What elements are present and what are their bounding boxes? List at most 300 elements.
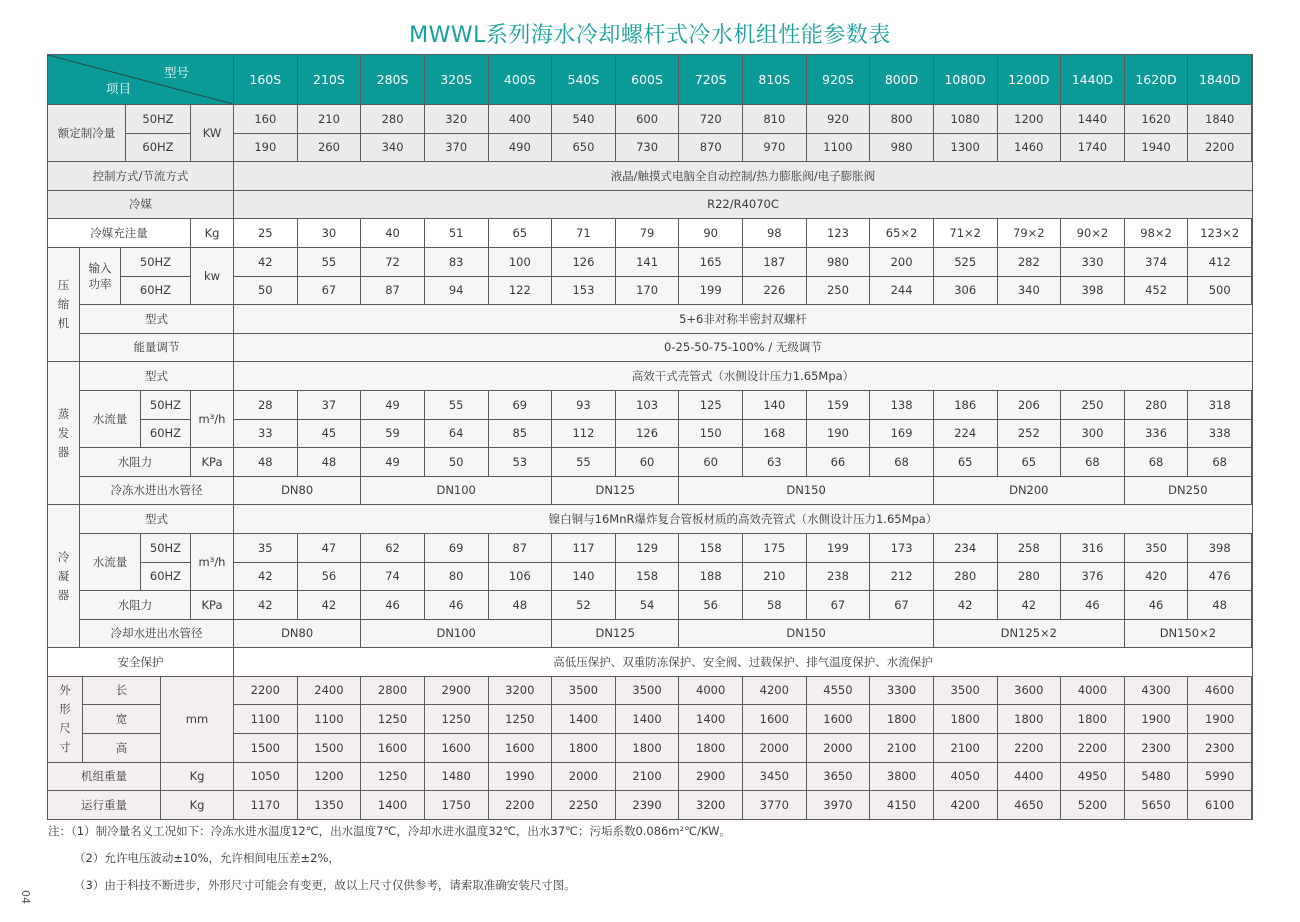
value-cell-text: 376 xyxy=(1081,569,1104,584)
value-cell-text: 0-25-50-75-100% / 无级调节 xyxy=(664,340,822,355)
value-cell-text: 280 xyxy=(954,569,977,584)
value-cell-text: 1990 xyxy=(505,769,535,784)
value-cell xyxy=(998,219,1061,247)
value-cell-text: 226 xyxy=(763,283,786,298)
value-cell xyxy=(552,448,615,476)
value-cell xyxy=(425,734,488,762)
value-cell xyxy=(234,277,297,305)
value-cell-text: 320 xyxy=(445,111,468,126)
unit-label-text: KPa xyxy=(201,454,223,469)
value-cell-text: 50 xyxy=(448,454,464,469)
value-cell-text: 238 xyxy=(826,569,849,584)
value-cell-text: 1200 xyxy=(1014,111,1044,126)
model-header-text: 210S xyxy=(313,71,345,87)
value-cell xyxy=(489,563,552,591)
value-cell-text: 42 xyxy=(257,597,273,612)
value-cell-text: 2100 xyxy=(632,769,662,784)
value-cell xyxy=(234,334,1252,362)
value-cell xyxy=(489,391,552,419)
row-label xyxy=(48,219,190,247)
value-cell xyxy=(743,391,806,419)
value-cell xyxy=(934,791,997,819)
value-cell-text: 3200 xyxy=(505,683,535,698)
row-label-text: 冷冻水进出水管径 xyxy=(110,483,203,498)
row-label-text: 冷却水进出水管径 xyxy=(110,626,203,641)
value-cell-text: 47 xyxy=(321,540,337,555)
row-label xyxy=(80,477,233,505)
value-cell xyxy=(234,505,1252,533)
value-cell-text: 500 xyxy=(1208,283,1231,298)
value-cell-text: 3500 xyxy=(950,683,980,698)
value-cell xyxy=(807,248,870,276)
value-cell xyxy=(234,448,297,476)
value-cell-text: 3970 xyxy=(823,797,853,812)
value-cell xyxy=(807,277,870,305)
pipe-size-cell-text: DN80 xyxy=(281,483,314,498)
value-cell-text: 60 xyxy=(703,454,718,469)
row-label-text: 60HZ xyxy=(139,283,172,298)
value-cell xyxy=(934,277,997,305)
value-cell-text: 2800 xyxy=(377,683,408,698)
value-cell-text: 3500 xyxy=(632,683,662,698)
value-cell-text: 1600 xyxy=(441,740,471,755)
value-cell xyxy=(234,763,297,791)
row-label-text: 宽 xyxy=(115,712,128,727)
group-label xyxy=(48,505,79,647)
value-cell xyxy=(489,248,552,276)
value-cell-text: 452 xyxy=(1145,283,1168,298)
unit-label xyxy=(191,248,233,304)
value-cell-text: 63 xyxy=(766,454,782,469)
value-cell xyxy=(743,677,806,705)
model-header-text: 1840D xyxy=(1198,71,1241,87)
pipe-size-cell xyxy=(679,477,933,505)
value-cell xyxy=(425,563,488,591)
row-label-text: 型式 xyxy=(145,311,168,326)
value-cell-text: 1800 xyxy=(696,740,726,755)
value-cell xyxy=(552,391,615,419)
value-cell xyxy=(807,134,870,162)
value-cell-text: 730 xyxy=(636,140,659,155)
value-cell xyxy=(807,563,870,591)
value-cell-text: 56 xyxy=(321,569,337,584)
value-cell-text: 250 xyxy=(1081,397,1104,412)
value-cell-text: 1740 xyxy=(1077,140,1108,155)
value-cell xyxy=(234,591,297,619)
row-label-text: 控制方式/节流方式 xyxy=(92,168,189,183)
value-cell xyxy=(616,563,679,591)
group-label xyxy=(48,248,79,361)
value-cell xyxy=(361,534,424,562)
value-cell xyxy=(425,677,488,705)
value-cell xyxy=(425,219,488,247)
value-cell-text: 1460 xyxy=(1014,140,1044,155)
model-header-text: 720S xyxy=(694,71,727,87)
value-cell xyxy=(679,791,742,819)
value-cell-text: 306 xyxy=(954,283,977,298)
value-cell xyxy=(616,248,679,276)
value-cell-text: 3500 xyxy=(568,683,599,698)
pipe-size-cell xyxy=(1125,477,1251,505)
value-cell xyxy=(870,791,933,819)
value-cell xyxy=(552,763,615,791)
unit-label-text: KPa xyxy=(201,597,223,612)
model-header-text: 1080D xyxy=(944,71,986,87)
value-cell-text: 69 xyxy=(512,397,528,412)
value-cell xyxy=(552,677,615,705)
value-cell-text: 280 xyxy=(1145,397,1168,412)
value-cell xyxy=(934,563,997,591)
value-cell-text: 54 xyxy=(639,597,655,612)
value-cell xyxy=(298,563,361,591)
value-cell xyxy=(679,105,742,133)
value-cell xyxy=(489,791,552,819)
value-cell-text: 476 xyxy=(1208,569,1231,584)
value-cell-text: 69 xyxy=(448,540,464,555)
value-cell xyxy=(425,791,488,819)
value-cell xyxy=(552,248,615,276)
value-cell xyxy=(743,277,806,305)
value-cell xyxy=(807,534,870,562)
value-cell-text: 67 xyxy=(321,283,337,298)
value-cell xyxy=(743,248,806,276)
value-cell xyxy=(234,391,297,419)
value-cell xyxy=(489,734,552,762)
row-label-text: 50HZ xyxy=(142,111,174,126)
value-cell xyxy=(1188,134,1251,162)
value-cell-text: 1600 xyxy=(505,740,535,755)
value-cell xyxy=(298,277,361,305)
unit-label xyxy=(161,677,233,762)
value-cell xyxy=(1061,134,1124,162)
value-cell xyxy=(934,591,997,619)
row-label-text: 冷媒 xyxy=(129,197,152,212)
value-cell xyxy=(1188,248,1251,276)
group-label-text: 压缩机 xyxy=(57,278,70,331)
value-cell xyxy=(870,563,933,591)
value-cell-text: 1500 xyxy=(314,740,344,755)
value-cell-text: 1400 xyxy=(568,712,599,727)
value-cell xyxy=(234,105,297,133)
value-cell xyxy=(934,534,997,562)
value-cell-text: 370 xyxy=(445,140,468,155)
value-cell-text: 3600 xyxy=(1014,683,1044,698)
value-cell-text: 1800 xyxy=(886,712,917,727)
value-cell xyxy=(679,391,742,419)
value-cell xyxy=(1125,448,1188,476)
row-label-text: 水流量 xyxy=(92,411,128,426)
row-label xyxy=(48,105,125,161)
value-cell xyxy=(870,448,933,476)
row-label xyxy=(80,620,233,648)
unit-label xyxy=(161,763,233,791)
value-cell xyxy=(425,134,488,162)
value-cell xyxy=(1061,219,1124,247)
value-cell-text: 212 xyxy=(890,569,913,584)
value-cell-text: 4000 xyxy=(1077,683,1108,698)
row-label-text: 50HZ xyxy=(149,397,182,412)
value-cell-text: 2000 xyxy=(759,740,789,755)
value-cell xyxy=(743,105,806,133)
value-cell-text: 810 xyxy=(763,111,786,126)
row-label xyxy=(80,505,233,533)
value-cell xyxy=(1188,591,1251,619)
value-cell xyxy=(616,791,679,819)
value-cell xyxy=(679,591,742,619)
value-cell xyxy=(361,763,424,791)
row-label xyxy=(141,563,190,591)
value-cell xyxy=(489,219,552,247)
value-cell xyxy=(616,734,679,762)
value-cell xyxy=(234,162,1252,190)
value-cell xyxy=(934,391,997,419)
value-cell xyxy=(234,677,297,705)
value-cell xyxy=(679,734,742,762)
value-cell-text: 870 xyxy=(699,140,722,155)
value-cell xyxy=(361,591,424,619)
value-cell-text: 400 xyxy=(508,111,531,126)
value-cell xyxy=(679,677,742,705)
value-cell xyxy=(234,705,297,733)
value-cell-text: 2200 xyxy=(1014,740,1044,755)
value-cell-text: 1400 xyxy=(377,797,408,812)
value-cell-text: 2100 xyxy=(886,740,917,755)
value-cell xyxy=(298,134,361,162)
value-cell-text: 1440 xyxy=(1077,111,1108,126)
value-cell xyxy=(934,734,997,762)
value-cell xyxy=(1188,534,1251,562)
value-cell-text: 71×2 xyxy=(949,225,981,240)
value-cell-text: 3450 xyxy=(759,769,789,784)
value-cell xyxy=(1125,734,1188,762)
pipe-size-cell-text: DN80 xyxy=(281,626,314,641)
value-cell-text: 140 xyxy=(572,569,595,584)
value-cell-text: 49 xyxy=(385,454,400,469)
value-cell-text: 316 xyxy=(1081,540,1104,555)
value-cell-text: 80 xyxy=(448,569,464,584)
value-cell-text: 1100 xyxy=(250,712,280,727)
value-cell xyxy=(234,420,297,448)
value-cell xyxy=(743,219,806,247)
value-cell-text: 200 xyxy=(890,254,913,269)
value-cell-text: 186 xyxy=(954,397,977,412)
value-cell xyxy=(489,420,552,448)
value-cell xyxy=(425,763,488,791)
value-cell-text: 258 xyxy=(1017,540,1040,555)
value-cell-text: 74 xyxy=(385,569,400,584)
value-cell-text: 25 xyxy=(257,225,273,240)
value-cell-text: 55 xyxy=(321,254,337,269)
row-label-text: 水阻力 xyxy=(117,597,153,612)
value-cell xyxy=(361,219,424,247)
value-cell xyxy=(998,134,1061,162)
value-cell-text: 234 xyxy=(954,540,977,555)
header-corner-cell xyxy=(48,55,233,104)
model-header xyxy=(1125,55,1188,104)
value-cell xyxy=(361,105,424,133)
value-cell xyxy=(1125,391,1188,419)
value-cell xyxy=(998,763,1061,791)
value-cell xyxy=(361,248,424,276)
value-cell-text: 199 xyxy=(826,540,849,555)
value-cell xyxy=(870,734,933,762)
value-cell xyxy=(298,763,361,791)
model-header xyxy=(934,55,997,104)
value-cell-text: 800 xyxy=(890,111,913,126)
value-cell-text: 129 xyxy=(636,540,659,555)
value-cell-text: 58 xyxy=(766,597,782,612)
value-cell-text: 490 xyxy=(508,140,531,155)
value-cell-text: 300 xyxy=(1081,426,1104,441)
value-cell xyxy=(361,705,424,733)
value-cell xyxy=(998,563,1061,591)
model-header-text: 1200D xyxy=(1008,71,1050,87)
value-cell-text: 55 xyxy=(448,397,464,412)
value-cell xyxy=(1061,791,1124,819)
value-cell xyxy=(298,448,361,476)
value-cell-text: 66 xyxy=(830,454,846,469)
row-label-text: 60HZ xyxy=(142,140,174,155)
value-cell xyxy=(234,191,1252,219)
note-3: （3）由于科技不断进步，外形尺寸可能会有变更，故以上尺寸仅供参考，请索取准确安装尺寸图。 xyxy=(74,878,576,892)
row-label-text: 机组重量 xyxy=(81,769,127,784)
model-header-text: 1440D xyxy=(1071,71,1114,87)
value-cell-text: 159 xyxy=(826,397,849,412)
value-cell xyxy=(616,219,679,247)
value-cell xyxy=(1125,277,1188,305)
value-cell-text: 1400 xyxy=(696,712,726,727)
value-cell-text: 1480 xyxy=(441,769,471,784)
row-label xyxy=(80,305,233,333)
row-label xyxy=(48,191,233,219)
row-label-text: 60HZ xyxy=(149,569,182,584)
value-cell-text: 4950 xyxy=(1077,769,1108,784)
value-cell-text: 224 xyxy=(954,426,977,441)
value-cell-text: 5650 xyxy=(1141,797,1171,812)
value-cell-text: 920 xyxy=(826,111,849,126)
row-label-text: 水流量 xyxy=(92,554,128,569)
value-cell-text: 210 xyxy=(763,569,786,584)
value-cell-text: 2200 xyxy=(1205,140,1235,155)
value-cell-text: 42 xyxy=(957,597,973,612)
value-cell-text: 68 xyxy=(1212,454,1227,469)
value-cell xyxy=(1188,677,1251,705)
value-cell xyxy=(1061,277,1124,305)
value-cell-text: 4400 xyxy=(1014,769,1044,784)
value-cell xyxy=(743,791,806,819)
value-cell xyxy=(743,134,806,162)
value-cell-text: 83 xyxy=(448,254,464,269)
value-cell xyxy=(934,248,997,276)
value-cell-text: 970 xyxy=(763,140,786,155)
value-cell xyxy=(934,763,997,791)
model-header xyxy=(616,55,679,104)
value-cell-text: 1170 xyxy=(250,797,280,812)
value-cell-text: 199 xyxy=(699,283,722,298)
value-cell-text: 67 xyxy=(894,597,909,612)
value-cell-text: 1800 xyxy=(568,740,599,755)
value-cell-text: 65 xyxy=(512,225,528,240)
row-label xyxy=(126,134,190,162)
value-cell-text: 117 xyxy=(572,540,595,555)
value-cell-text: 56 xyxy=(703,597,718,612)
value-cell-text: 100 xyxy=(508,254,531,269)
value-cell xyxy=(234,791,297,819)
value-cell-text: 169 xyxy=(890,426,913,441)
value-cell-text: 40 xyxy=(385,225,400,240)
value-cell xyxy=(298,391,361,419)
value-cell-text: 1600 xyxy=(377,740,408,755)
value-cell xyxy=(1061,763,1124,791)
value-cell-text: 1940 xyxy=(1141,140,1171,155)
value-cell-text: 46 xyxy=(1148,597,1164,612)
value-cell-text: 50 xyxy=(257,283,273,298)
value-cell xyxy=(552,277,615,305)
value-cell xyxy=(679,219,742,247)
value-cell-text: 60 xyxy=(639,454,655,469)
value-cell-text: 1250 xyxy=(377,769,408,784)
value-cell-text: 126 xyxy=(636,426,659,441)
value-cell xyxy=(489,134,552,162)
value-cell xyxy=(552,563,615,591)
model-header xyxy=(298,55,361,104)
unit-label-text: KW xyxy=(202,125,222,140)
value-cell xyxy=(1188,391,1251,419)
value-cell xyxy=(616,391,679,419)
value-cell xyxy=(870,763,933,791)
value-cell xyxy=(1061,105,1124,133)
value-cell-text: 338 xyxy=(1208,426,1231,441)
value-cell-text: 2000 xyxy=(568,769,599,784)
value-cell-text: 340 xyxy=(381,140,404,155)
model-header xyxy=(425,55,488,104)
value-cell-text: 123 xyxy=(826,225,849,240)
value-cell xyxy=(298,591,361,619)
value-cell xyxy=(616,763,679,791)
value-cell xyxy=(1188,763,1251,791)
value-cell-text: 141 xyxy=(636,254,659,269)
value-cell xyxy=(616,705,679,733)
row-label xyxy=(80,534,140,590)
value-cell xyxy=(998,277,1061,305)
model-header-text: 600S xyxy=(631,71,663,87)
value-cell xyxy=(743,763,806,791)
item-label: 项目 xyxy=(106,81,132,96)
value-cell xyxy=(934,420,997,448)
value-cell-text: 122 xyxy=(508,283,531,298)
value-cell xyxy=(807,105,870,133)
value-cell-text: 4600 xyxy=(1205,683,1235,698)
model-label: 型号 xyxy=(163,65,189,80)
value-cell-text: 68 xyxy=(1148,454,1164,469)
value-cell xyxy=(870,705,933,733)
value-cell-text: 540 xyxy=(572,111,595,126)
value-cell xyxy=(616,591,679,619)
value-cell xyxy=(807,219,870,247)
value-cell xyxy=(425,391,488,419)
value-cell-text: 4650 xyxy=(1014,797,1044,812)
row-label xyxy=(83,734,160,762)
value-cell xyxy=(998,248,1061,276)
value-cell-text: 2300 xyxy=(1205,740,1235,755)
value-cell-text: 51 xyxy=(448,225,464,240)
row-label-text: 50HZ xyxy=(149,540,182,555)
pipe-size-cell-text: DN100 xyxy=(436,483,476,498)
model-header-text: 400S xyxy=(503,71,536,87)
value-cell xyxy=(934,219,997,247)
row-label xyxy=(83,677,160,705)
value-cell xyxy=(1125,134,1188,162)
